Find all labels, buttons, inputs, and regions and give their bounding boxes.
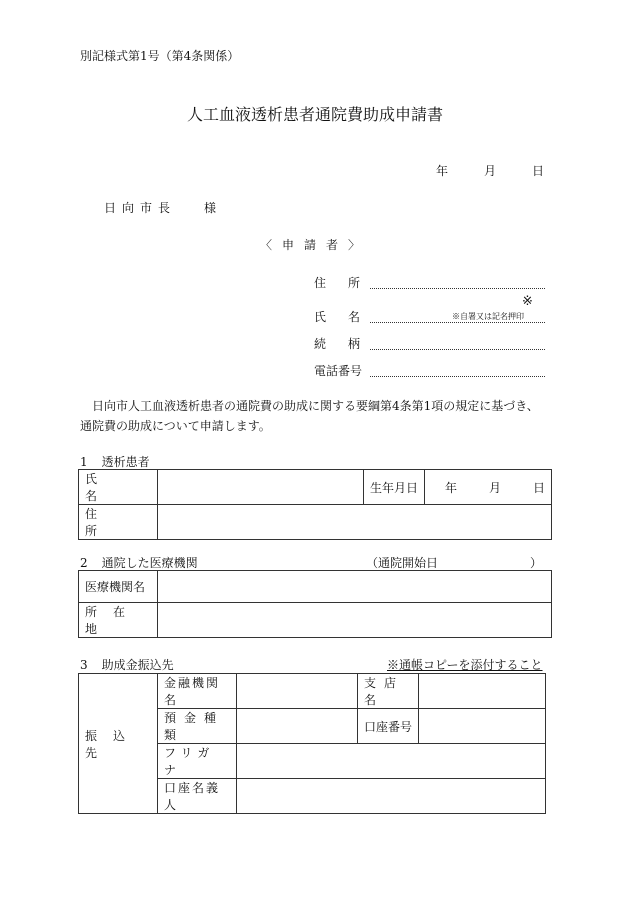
applicant-relationship-field[interactable] [370, 335, 545, 350]
bank-name-field[interactable] [237, 674, 358, 709]
stamp-mark: ※ [522, 294, 533, 309]
section2-heading [80, 554, 198, 571]
patient-birth-field[interactable] [425, 470, 552, 505]
form-number: 別記様式第1号（第4条関係） [80, 49, 240, 63]
applicant-address-field[interactable] [370, 274, 545, 289]
institution-location-label: 所在地 [79, 603, 158, 638]
patient-birth-label: 生年月日 [364, 470, 425, 505]
section3-number: 3 [80, 658, 88, 672]
stamp-note: ※自署又は記名押印 [452, 312, 524, 321]
branch-name-field[interactable] [419, 674, 546, 709]
institution-name-field[interactable] [158, 571, 552, 603]
applicant-relationship-label: 続柄 [314, 337, 383, 351]
patient-address-label: 住所 [79, 505, 158, 540]
addressee-mayor: 日向市長 [104, 201, 177, 215]
birth-month-label: 月 [488, 480, 501, 495]
date-month-label: 月 [484, 164, 497, 178]
application-statement: 日向市人工血液透析患者の通院費の助成に関する要綱第4条第1項の規定に基づき、通院費の助成について申請します。 [80, 399, 539, 433]
deposit-type-label: 預金種類 [158, 709, 237, 744]
patient-name-field[interactable] [158, 470, 364, 505]
patient-name-label: 氏名 [79, 470, 158, 505]
furigana-field[interactable] [237, 744, 546, 779]
account-number-label: 口座番号 [358, 709, 419, 744]
date-year-label: 年 [436, 164, 449, 178]
section1-heading [80, 453, 150, 470]
transfer-table [78, 673, 546, 814]
start-date-open: （通院開始日 [366, 556, 439, 570]
institution-name-label: 医療機関名 [79, 571, 158, 603]
applicant-heading: 〈申請者〉 [259, 238, 370, 252]
bank-name-label: 金融機関名 [158, 674, 237, 709]
transfer-label: 振込先 [79, 674, 158, 814]
deposit-type-field[interactable] [237, 709, 358, 744]
date-day-label: 日 [532, 164, 545, 178]
applicant-phone-label: 電話番号 [314, 364, 363, 378]
account-number-field[interactable] [419, 709, 546, 744]
section2-number: 2 [80, 556, 88, 570]
page-title: 人工血液透析患者通院費助成申請書 [186, 105, 443, 124]
patient-table [78, 469, 552, 540]
addressee-honorific: 様 [204, 201, 223, 215]
section3-title: 助成金振込先 [101, 658, 174, 672]
furigana-label: フリガナ [158, 744, 237, 779]
applicant-phone-field[interactable] [370, 362, 545, 377]
institution-table [78, 570, 552, 638]
section3-heading [80, 656, 174, 673]
section1-number: 1 [80, 455, 88, 469]
addressee [104, 199, 222, 216]
account-holder-field[interactable] [237, 779, 546, 814]
start-date-close: ） [530, 556, 543, 570]
passbook-copy-note: ※通帳コピーを添付すること [387, 658, 543, 672]
institution-location-field[interactable] [158, 603, 552, 638]
birth-day-label: 日 [532, 480, 545, 495]
birth-year-label: 年 [444, 480, 457, 495]
branch-name-label: 支店名 [358, 674, 419, 709]
account-holder-label: 口座名義人 [158, 779, 237, 814]
section1-title: 透析患者 [101, 455, 150, 469]
patient-address-field[interactable] [158, 505, 552, 540]
applicant-address-label: 住所 [314, 276, 383, 290]
section2-title: 通院した医療機関 [101, 556, 198, 570]
applicant-name-label: 氏名 [314, 310, 383, 324]
